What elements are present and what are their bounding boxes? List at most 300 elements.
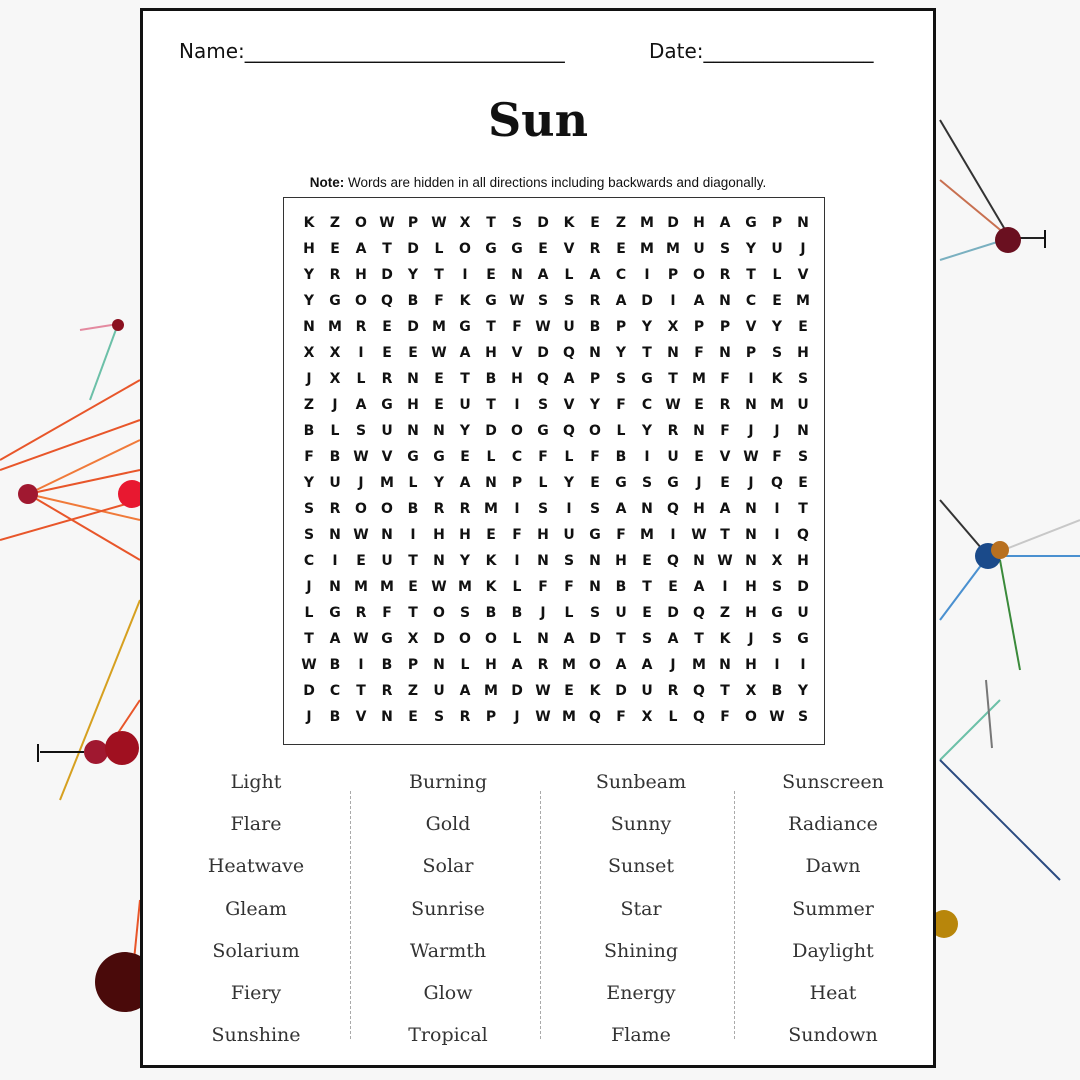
grid-letter[interactable]: G [589, 527, 601, 543]
grid-letter[interactable]: D [303, 683, 315, 699]
grid-letter[interactable]: V [797, 267, 809, 283]
grid-letter[interactable]: W [691, 527, 707, 543]
grid-letter[interactable]: G [667, 475, 679, 491]
grid-letter[interactable]: I [358, 657, 364, 673]
grid-letter[interactable]: N [433, 657, 445, 673]
grid-letter[interactable]: D [797, 579, 809, 595]
grid-letter[interactable]: P [745, 345, 757, 361]
grid-letter[interactable]: P [589, 371, 601, 387]
grid-letter[interactable]: G [381, 397, 393, 413]
grid-letter[interactable]: S [719, 241, 731, 257]
grid-letter[interactable]: O [355, 215, 367, 231]
grid-letter[interactable]: E [798, 475, 808, 491]
grid-letter[interactable]: Y [459, 553, 471, 569]
grid-letter[interactable]: T [356, 683, 366, 699]
grid-letter[interactable]: R [381, 371, 393, 387]
grid-letter[interactable]: H [745, 605, 757, 621]
grid-letter[interactable]: J [748, 631, 754, 647]
grid-letter[interactable]: K [303, 215, 315, 231]
grid-letter[interactable]: A [641, 657, 653, 673]
grid-letter[interactable]: A [615, 657, 627, 673]
grid-letter[interactable]: N [745, 553, 757, 569]
grid-letter[interactable]: O [485, 631, 497, 647]
grid-letter[interactable]: Z [303, 397, 315, 413]
grid-letter[interactable]: Q [771, 475, 783, 491]
grid-letter[interactable]: T [616, 631, 626, 647]
grid-letter[interactable]: P [511, 475, 523, 491]
grid-letter[interactable]: W [431, 579, 447, 595]
grid-letter[interactable]: I [332, 553, 338, 569]
grid-letter[interactable]: L [460, 657, 470, 673]
grid-letter[interactable]: F [720, 371, 730, 387]
grid-letter[interactable]: G [407, 449, 419, 465]
grid-letter[interactable]: H [693, 215, 705, 231]
grid-letter[interactable]: O [511, 423, 523, 439]
grid-letter[interactable]: B [615, 579, 627, 595]
grid-letter[interactable]: F [720, 423, 730, 439]
grid-letter[interactable]: B [615, 449, 627, 465]
grid-letter[interactable]: I [774, 501, 780, 517]
grid-letter[interactable]: V [355, 709, 367, 725]
grid-letter[interactable]: H [303, 241, 315, 257]
grid-letter[interactable]: N [511, 267, 523, 283]
grid-letter[interactable]: G [537, 423, 549, 439]
grid-letter[interactable]: N [589, 553, 601, 569]
grid-letter[interactable]: I [670, 293, 676, 309]
grid-letter[interactable]: G [511, 241, 523, 257]
grid-letter[interactable]: N [719, 293, 731, 309]
grid-letter[interactable]: S [771, 579, 783, 595]
grid-letter[interactable]: O [693, 267, 705, 283]
grid-letter[interactable]: H [407, 397, 419, 413]
grid-letter[interactable]: P [407, 657, 419, 673]
grid-letter[interactable]: W [665, 397, 681, 413]
grid-letter[interactable]: J [748, 423, 754, 439]
grid-letter[interactable]: B [329, 449, 341, 465]
grid-letter[interactable]: M [562, 657, 576, 673]
grid-letter[interactable]: G [771, 605, 783, 621]
grid-letter[interactable]: O [745, 709, 757, 725]
grid-letter[interactable]: T [434, 267, 444, 283]
grid-letter[interactable]: L [512, 579, 522, 595]
grid-letter[interactable]: T [408, 605, 418, 621]
grid-letter[interactable]: E [408, 709, 418, 725]
grid-letter[interactable]: E [772, 293, 782, 309]
grid-letter[interactable]: C [329, 683, 341, 699]
grid-letter[interactable]: I [358, 345, 364, 361]
grid-letter[interactable]: N [407, 371, 419, 387]
grid-letter[interactable]: Z [329, 215, 341, 231]
grid-letter[interactable]: R [719, 267, 731, 283]
grid-letter[interactable]: N [433, 553, 445, 569]
grid-letter[interactable]: E [538, 241, 548, 257]
grid-letter[interactable]: X [407, 631, 419, 647]
grid-letter[interactable]: H [433, 527, 445, 543]
grid-letter[interactable]: E [330, 241, 340, 257]
grid-letter[interactable]: U [667, 449, 679, 465]
grid-letter[interactable]: N [303, 319, 315, 335]
grid-letter[interactable]: X [641, 709, 653, 725]
grid-letter[interactable]: Y [641, 423, 653, 439]
grid-letter[interactable]: S [771, 631, 783, 647]
grid-letter[interactable]: A [589, 267, 601, 283]
grid-letter[interactable]: E [564, 683, 574, 699]
grid-letter[interactable]: B [511, 605, 523, 621]
grid-letter[interactable]: T [304, 631, 314, 647]
grid-letter[interactable]: D [485, 423, 497, 439]
grid-letter[interactable]: O [433, 605, 445, 621]
grid-letter[interactable]: N [745, 527, 757, 543]
grid-letter[interactable]: G [485, 241, 497, 257]
grid-letter[interactable]: J [540, 605, 546, 621]
grid-letter[interactable]: M [354, 579, 368, 595]
grid-letter[interactable]: N [433, 423, 445, 439]
grid-letter[interactable]: N [589, 345, 601, 361]
grid-letter[interactable]: Q [563, 345, 575, 361]
grid-letter[interactable]: N [381, 709, 393, 725]
grid-letter[interactable]: L [304, 605, 314, 621]
grid-letter[interactable]: S [563, 293, 575, 309]
grid-letter[interactable]: O [381, 501, 393, 517]
grid-letter[interactable]: N [641, 501, 653, 517]
grid-letter[interactable]: X [329, 371, 341, 387]
grid-letter[interactable]: U [615, 605, 627, 621]
grid-letter[interactable]: A [459, 475, 471, 491]
grid-letter[interactable]: A [615, 501, 627, 517]
grid-letter[interactable]: M [640, 241, 654, 257]
grid-letter[interactable]: R [667, 423, 679, 439]
grid-letter[interactable]: Q [589, 709, 601, 725]
grid-letter[interactable]: I [774, 527, 780, 543]
grid-letter[interactable]: S [641, 631, 653, 647]
grid-letter[interactable]: L [408, 475, 418, 491]
grid-letter[interactable]: W [743, 449, 759, 465]
grid-letter[interactable]: I [514, 501, 520, 517]
grid-letter[interactable]: Y [745, 241, 757, 257]
grid-letter[interactable]: M [562, 709, 576, 725]
grid-letter[interactable]: F [720, 709, 730, 725]
grid-letter[interactable]: M [458, 579, 472, 595]
grid-letter[interactable]: C [303, 553, 315, 569]
grid-letter[interactable]: N [745, 397, 757, 413]
grid-letter[interactable]: C [615, 267, 627, 283]
grid-letter[interactable]: T [642, 579, 652, 595]
grid-letter[interactable]: I [644, 267, 650, 283]
grid-letter[interactable]: P [771, 215, 783, 231]
grid-letter[interactable]: Y [641, 319, 653, 335]
grid-letter[interactable]: I [800, 657, 806, 673]
grid-letter[interactable]: K [771, 371, 783, 387]
grid-letter[interactable]: T [460, 371, 470, 387]
grid-letter[interactable]: Y [433, 475, 445, 491]
grid-letter[interactable]: S [537, 293, 549, 309]
grid-letter[interactable]: F [538, 449, 548, 465]
grid-letter[interactable]: F [616, 397, 626, 413]
grid-letter[interactable]: D [537, 345, 549, 361]
grid-letter[interactable]: F [512, 319, 522, 335]
grid-letter[interactable]: Q [537, 371, 549, 387]
grid-letter[interactable]: V [563, 397, 575, 413]
grid-letter[interactable]: H [537, 527, 549, 543]
grid-letter[interactable]: A [615, 293, 627, 309]
grid-letter[interactable]: R [355, 319, 367, 335]
grid-letter[interactable]: R [719, 397, 731, 413]
grid-letter[interactable]: R [459, 501, 471, 517]
grid-letter[interactable]: G [459, 319, 471, 335]
grid-letter[interactable]: S [303, 501, 315, 517]
grid-letter[interactable]: G [485, 293, 497, 309]
grid-letter[interactable]: H [693, 501, 705, 517]
grid-letter[interactable]: L [772, 267, 782, 283]
grid-letter[interactable]: O [459, 241, 471, 257]
grid-letter[interactable]: A [667, 631, 679, 647]
grid-letter[interactable]: L [512, 631, 522, 647]
grid-letter[interactable]: M [692, 657, 706, 673]
grid-letter[interactable]: M [666, 241, 680, 257]
grid-letter[interactable]: F [616, 527, 626, 543]
grid-letter[interactable]: E [434, 397, 444, 413]
grid-letter[interactable]: I [462, 267, 468, 283]
grid-letter[interactable]: N [537, 553, 549, 569]
grid-letter[interactable]: R [433, 501, 445, 517]
grid-letter[interactable]: B [303, 423, 315, 439]
grid-letter[interactable]: R [355, 605, 367, 621]
grid-letter[interactable]: U [381, 423, 393, 439]
grid-letter[interactable]: Y [303, 267, 315, 283]
grid-letter[interactable]: T [720, 527, 730, 543]
grid-letter[interactable]: N [329, 579, 341, 595]
grid-letter[interactable]: M [432, 319, 446, 335]
grid-letter[interactable]: G [329, 605, 341, 621]
grid-letter[interactable]: G [433, 449, 445, 465]
grid-letter[interactable]: M [796, 293, 810, 309]
grid-letter[interactable]: Q [693, 709, 705, 725]
grid-letter[interactable]: W [535, 319, 551, 335]
grid-letter[interactable]: H [797, 345, 809, 361]
grid-letter[interactable]: N [719, 345, 731, 361]
grid-letter[interactable]: I [566, 501, 572, 517]
grid-letter[interactable]: K [563, 215, 575, 231]
grid-letter[interactable]: N [797, 423, 809, 439]
grid-letter[interactable]: A [719, 501, 731, 517]
grid-letter[interactable]: N [589, 579, 601, 595]
grid-letter[interactable]: J [306, 371, 312, 387]
grid-letter[interactable]: L [564, 449, 574, 465]
grid-letter[interactable]: S [589, 605, 601, 621]
grid-letter[interactable]: E [642, 605, 652, 621]
grid-letter[interactable]: L [538, 475, 548, 491]
grid-letter[interactable]: D [511, 683, 523, 699]
grid-letter[interactable]: J [774, 423, 780, 439]
grid-letter[interactable]: T [746, 267, 756, 283]
grid-letter[interactable]: T [408, 553, 418, 569]
grid-letter[interactable]: W [353, 449, 369, 465]
grid-letter[interactable]: A [693, 293, 705, 309]
grid-letter[interactable]: V [381, 449, 393, 465]
grid-letter[interactable]: L [434, 241, 444, 257]
grid-letter[interactable]: J [800, 241, 806, 257]
grid-letter[interactable]: B [329, 657, 341, 673]
grid-letter[interactable]: P [693, 319, 705, 335]
grid-letter[interactable]: H [459, 527, 471, 543]
grid-letter[interactable]: K [485, 553, 497, 569]
grid-letter[interactable]: B [407, 293, 419, 309]
grid-letter[interactable]: L [616, 423, 626, 439]
grid-letter[interactable]: N [381, 527, 393, 543]
grid-letter[interactable]: B [381, 657, 393, 673]
grid-letter[interactable]: O [355, 293, 367, 309]
grid-letter[interactable]: F [772, 449, 782, 465]
grid-letter[interactable]: N [407, 423, 419, 439]
grid-letter[interactable]: R [589, 293, 601, 309]
grid-letter[interactable]: Y [589, 397, 601, 413]
grid-letter[interactable]: U [563, 319, 575, 335]
grid-letter[interactable]: A [329, 631, 341, 647]
grid-letter[interactable]: D [589, 631, 601, 647]
grid-letter[interactable]: W [379, 215, 395, 231]
grid-letter[interactable]: Q [667, 501, 679, 517]
grid-letter[interactable]: W [301, 657, 317, 673]
grid-letter[interactable]: I [410, 527, 416, 543]
grid-letter[interactable]: M [380, 475, 394, 491]
grid-letter[interactable]: Z [615, 215, 627, 231]
grid-letter[interactable]: R [537, 657, 549, 673]
grid-letter[interactable]: A [719, 215, 731, 231]
grid-letter[interactable]: V [563, 241, 575, 257]
grid-letter[interactable]: D [433, 631, 445, 647]
grid-letter[interactable]: T [486, 397, 496, 413]
grid-letter[interactable]: E [434, 371, 444, 387]
grid-letter[interactable]: E [616, 241, 626, 257]
grid-letter[interactable]: E [694, 397, 704, 413]
grid-letter[interactable]: X [329, 345, 341, 361]
grid-letter[interactable]: S [797, 449, 809, 465]
grid-letter[interactable]: P [485, 709, 497, 725]
grid-letter[interactable]: S [615, 371, 627, 387]
grid-letter[interactable]: C [511, 449, 523, 465]
grid-letter[interactable]: J [306, 709, 312, 725]
grid-letter[interactable]: S [537, 501, 549, 517]
grid-letter[interactable]: O [589, 657, 601, 673]
grid-letter[interactable]: A [563, 631, 575, 647]
grid-letter[interactable]: B [407, 501, 419, 517]
grid-letter[interactable]: G [381, 631, 393, 647]
grid-letter[interactable]: R [381, 683, 393, 699]
grid-letter[interactable]: W [353, 631, 369, 647]
grid-letter[interactable]: S [433, 709, 445, 725]
grid-letter[interactable]: I [748, 371, 754, 387]
grid-letter[interactable]: B [485, 605, 497, 621]
grid-letter[interactable]: Z [719, 605, 731, 621]
grid-letter[interactable]: I [774, 657, 780, 673]
grid-letter[interactable]: A [355, 241, 367, 257]
grid-letter[interactable]: Q [693, 683, 705, 699]
grid-letter[interactable]: R [329, 501, 341, 517]
grid-letter[interactable]: M [640, 215, 654, 231]
grid-letter[interactable]: S [563, 553, 575, 569]
grid-letter[interactable]: U [329, 475, 341, 491]
grid-letter[interactable]: T [486, 215, 496, 231]
grid-letter[interactable]: H [355, 267, 367, 283]
grid-letter[interactable]: Q [667, 553, 679, 569]
grid-letter[interactable]: T [720, 683, 730, 699]
grid-letter[interactable]: E [382, 345, 392, 361]
grid-letter[interactable]: E [590, 475, 600, 491]
grid-letter[interactable]: R [459, 709, 471, 725]
grid-letter[interactable]: X [771, 553, 783, 569]
grid-letter[interactable]: Y [771, 319, 783, 335]
grid-letter[interactable]: C [745, 293, 757, 309]
grid-letter[interactable]: H [485, 345, 497, 361]
grid-letter[interactable]: M [380, 579, 394, 595]
grid-letter[interactable]: S [355, 423, 367, 439]
grid-letter[interactable]: U [771, 241, 783, 257]
grid-letter[interactable]: L [564, 605, 574, 621]
grid-letter[interactable]: B [771, 683, 783, 699]
grid-letter[interactable]: U [693, 241, 705, 257]
grid-letter[interactable]: Q [381, 293, 393, 309]
grid-letter[interactable]: I [514, 397, 520, 413]
grid-letter[interactable]: G [329, 293, 341, 309]
grid-letter[interactable]: E [408, 345, 418, 361]
grid-letter[interactable]: Y [797, 683, 809, 699]
grid-letter[interactable]: D [667, 215, 679, 231]
grid-letter[interactable]: M [770, 397, 784, 413]
grid-letter[interactable]: E [642, 553, 652, 569]
grid-letter[interactable]: M [328, 319, 342, 335]
grid-letter[interactable]: A [511, 657, 523, 673]
grid-letter[interactable]: B [589, 319, 601, 335]
grid-letter[interactable]: N [485, 475, 497, 491]
grid-letter[interactable]: T [668, 371, 678, 387]
grid-letter[interactable]: Y [407, 267, 419, 283]
grid-letter[interactable]: N [693, 423, 705, 439]
grid-letter[interactable]: O [459, 631, 471, 647]
grid-letter[interactable]: S [537, 397, 549, 413]
grid-letter[interactable]: E [694, 449, 704, 465]
grid-letter[interactable]: E [798, 319, 808, 335]
grid-letter[interactable]: T [642, 345, 652, 361]
grid-letter[interactable]: T [798, 501, 808, 517]
grid-letter[interactable]: Y [303, 293, 315, 309]
grid-letter[interactable]: Q [797, 527, 809, 543]
grid-letter[interactable]: I [514, 553, 520, 569]
grid-letter[interactable]: S [797, 371, 809, 387]
grid-letter[interactable]: G [615, 475, 627, 491]
grid-letter[interactable]: T [694, 631, 704, 647]
grid-letter[interactable]: J [748, 475, 754, 491]
grid-letter[interactable]: V [511, 345, 523, 361]
grid-letter[interactable]: E [356, 553, 366, 569]
grid-letter[interactable]: F [616, 709, 626, 725]
grid-letter[interactable]: V [745, 319, 757, 335]
grid-letter[interactable]: I [722, 579, 728, 595]
grid-letter[interactable]: D [615, 683, 627, 699]
grid-letter[interactable]: S [771, 345, 783, 361]
grid-letter[interactable]: L [668, 709, 678, 725]
grid-letter[interactable]: D [381, 267, 393, 283]
grid-letter[interactable]: X [459, 215, 471, 231]
grid-letter[interactable]: J [306, 579, 312, 595]
grid-letter[interactable]: N [329, 527, 341, 543]
grid-letter[interactable]: N [745, 501, 757, 517]
grid-letter[interactable]: C [641, 397, 653, 413]
grid-letter[interactable]: E [382, 319, 392, 335]
grid-letter[interactable]: M [484, 501, 498, 517]
grid-letter[interactable]: Y [303, 475, 315, 491]
grid-letter[interactable]: P [615, 319, 627, 335]
grid-letter[interactable]: F [590, 449, 600, 465]
